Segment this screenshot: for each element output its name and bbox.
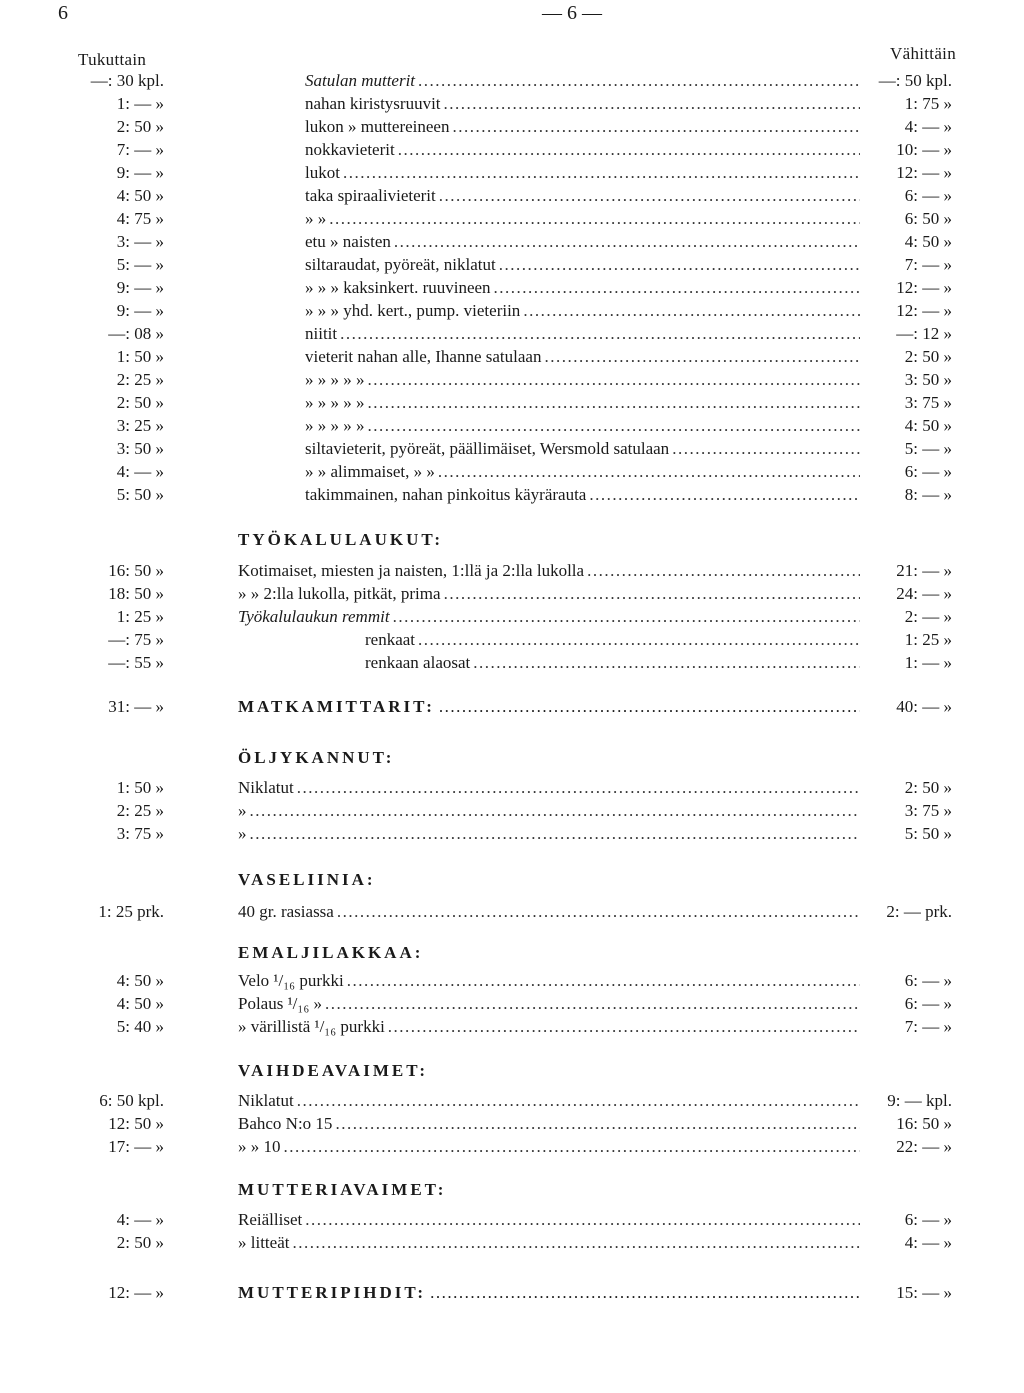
item-description: lukon » muttereineen: [305, 117, 450, 136]
wholesale-price: 6: 50 kpl.: [99, 1091, 164, 1110]
item-description: Polaus ¹/₁₆ »: [238, 994, 323, 1013]
wholesale-price: 9: — »: [116, 301, 164, 320]
leader-dots: [393, 606, 860, 628]
leader-dots: [587, 560, 860, 582]
item-description-row: [305, 323, 860, 345]
item-description-row: [305, 70, 860, 92]
leader-dots: [444, 93, 860, 115]
price-row: [0, 800, 1024, 822]
wholesale-price: 2: 25 »: [116, 370, 164, 389]
retail-price: 5: — »: [904, 439, 952, 458]
price-row: [0, 438, 1024, 460]
wholesale-price: 7: — »: [116, 140, 164, 159]
leader-dots: [297, 1090, 860, 1112]
leader-dots: [523, 300, 860, 322]
retail-price: 8: — »: [904, 485, 952, 504]
item-description: »: [238, 801, 247, 820]
item-description: Kotimaiset, miesten ja naisten, 1:llä ja 2:lla lukolla: [238, 561, 585, 580]
section-title-row: [238, 1282, 860, 1304]
item-description-row: [305, 484, 860, 506]
retail-price: 6: — »: [904, 1210, 952, 1229]
item-description-row: [305, 300, 860, 322]
price-row: [0, 777, 1024, 799]
item-description: » litteät: [238, 1233, 290, 1252]
wholesale-price: 9: — »: [116, 278, 164, 297]
item-description-row: [238, 560, 860, 582]
leader-dots: [418, 629, 860, 651]
retail-price: 4: 50 »: [904, 232, 952, 251]
page-number-left: 6: [58, 2, 68, 24]
item-description-row: [238, 583, 860, 605]
section-title: VASELIINIA:: [238, 870, 376, 889]
item-description-row: [238, 1232, 860, 1254]
leader-dots: [438, 461, 860, 483]
item-description-row: [238, 1136, 860, 1158]
retail-price: 3: 75 »: [904, 393, 952, 412]
price-row: [0, 392, 1024, 414]
section-title: EMALJILAKKAA:: [238, 943, 424, 962]
price-row: [0, 1016, 1024, 1038]
wholesale-price: 1: — »: [116, 94, 164, 113]
wholesale-price: 4: — »: [116, 462, 164, 481]
item-description-row: [238, 970, 860, 992]
wholesale-price: —: 30 kpl.: [90, 71, 164, 90]
item-description: Niklatut: [238, 1091, 294, 1110]
retail-price: 5: 50 »: [904, 824, 952, 843]
item-description: » » » » »: [305, 370, 365, 389]
retail-price: 1: 25 »: [904, 630, 952, 649]
wholesale-price: 5: — »: [116, 255, 164, 274]
item-description: Velo ¹/₁₆ purkki: [238, 971, 344, 990]
leader-dots: [284, 1136, 861, 1158]
price-row: [0, 93, 1024, 115]
item-description-row: [365, 652, 860, 674]
price-row: [0, 208, 1024, 230]
price-row: [0, 629, 1024, 651]
item-description-row: [365, 629, 860, 651]
section-title: MUTTERIAVAIMET:: [238, 1180, 447, 1199]
item-description-row: [238, 1209, 860, 1231]
leader-dots: [292, 1232, 860, 1254]
item-description: Työkalulaukun remmit: [238, 607, 390, 626]
price-row: [0, 901, 1024, 923]
retail-price: 6: — »: [904, 994, 952, 1013]
leader-dots: [430, 1282, 860, 1304]
retail-price: 2: — prk.: [886, 902, 952, 921]
retail-price: 21: — »: [896, 561, 952, 580]
wholesale-price: —: 55 »: [108, 653, 164, 672]
item-description: lukot: [305, 163, 340, 182]
wholesale-price: 1: 50 »: [116, 778, 164, 797]
leader-dots: [439, 696, 860, 718]
price-row: [0, 254, 1024, 276]
item-description: nahan kiristysruuvit: [305, 94, 441, 113]
retail-price: 6: — »: [904, 971, 952, 990]
item-description: »: [238, 824, 247, 843]
wholesale-price: 4: — »: [116, 1210, 164, 1229]
wholesale-price: 12: 50 »: [108, 1114, 164, 1133]
wholesale-price: 17: — »: [108, 1137, 164, 1156]
leader-dots: [368, 415, 861, 437]
leader-dots: [250, 823, 861, 845]
item-description: etu » naisten: [305, 232, 391, 251]
price-row: [0, 560, 1024, 582]
price-row: [0, 415, 1024, 437]
price-row: [0, 1090, 1024, 1112]
item-description-row: [305, 415, 860, 437]
item-description-row: [238, 1016, 860, 1038]
leader-dots: [418, 70, 860, 92]
leader-dots: [368, 392, 861, 414]
leader-dots: [343, 162, 860, 184]
price-row: [0, 277, 1024, 299]
retail-price: 12: — »: [896, 163, 952, 182]
retail-price: 10: — »: [896, 140, 952, 159]
retail-price: —: 12 »: [896, 324, 952, 343]
retail-price: —: 50 kpl.: [878, 71, 952, 90]
item-description-row: [238, 1113, 860, 1135]
wholesale-price: 12: — »: [108, 1283, 164, 1302]
price-row: [0, 116, 1024, 138]
retail-price: 2: — »: [904, 607, 952, 626]
item-description: » » 10: [238, 1137, 281, 1156]
wholesale-price: 2: 50 »: [116, 393, 164, 412]
item-description: 40 gr. rasiassa: [238, 902, 334, 921]
item-description-row: [238, 993, 860, 1015]
item-description: niitit: [305, 324, 338, 343]
leader-dots: [494, 277, 860, 299]
item-description-row: [305, 346, 860, 368]
retail-price: 12: — »: [896, 301, 952, 320]
section-title: MATKAMITTARIT:: [238, 697, 435, 716]
item-description-row: [238, 1090, 860, 1112]
wholesale-price: 5: 40 »: [116, 1017, 164, 1036]
item-description-row: [305, 231, 860, 253]
item-description: Reiälliset: [238, 1210, 303, 1229]
retail-price: 4: 50 »: [904, 416, 952, 435]
wholesale-price: 9: — »: [116, 163, 164, 182]
leader-dots: [325, 993, 860, 1015]
leader-dots: [589, 484, 860, 506]
wholesale-price: 3: 25 »: [116, 416, 164, 435]
price-row: [0, 993, 1024, 1015]
price-row: [0, 346, 1024, 368]
item-description: renkaat: [365, 630, 416, 649]
item-description-row: [305, 438, 860, 460]
leader-dots: [394, 231, 860, 253]
price-row: [0, 1209, 1024, 1231]
section-title: MUTTERIPIHDIT:: [238, 1283, 427, 1302]
wholesale-price: 4: 50 »: [116, 971, 164, 990]
retail-price: 22: — »: [896, 1137, 952, 1156]
item-description: Bahco N:o 15: [238, 1114, 333, 1133]
item-description-row: [305, 162, 860, 184]
item-description-row: [238, 606, 860, 628]
section-title: TYÖKALULAUKUT:: [238, 530, 444, 549]
leader-dots: [672, 438, 860, 460]
price-row: [0, 300, 1024, 322]
price-row: [0, 583, 1024, 605]
leader-dots: [473, 652, 860, 674]
item-description: » » » » »: [305, 393, 365, 412]
item-description-row: [238, 777, 860, 799]
item-description: » » » yhd. kert., pump. vieteriin: [305, 301, 521, 320]
item-description: » värillistä ¹/₁₆ purkki: [238, 1017, 385, 1036]
price-row: [0, 484, 1024, 506]
retail-price: 3: 50 »: [904, 370, 952, 389]
item-description-row: [305, 93, 860, 115]
item-description-row: [305, 369, 860, 391]
price-row: [0, 323, 1024, 345]
retail-price: 4: — »: [904, 1233, 952, 1252]
item-description: » » 2:lla lukolla, pitkät, prima: [238, 584, 441, 603]
leader-dots: [305, 1209, 860, 1231]
retail-price: 1: 75 »: [904, 94, 952, 113]
wholesale-price: 1: 50 »: [116, 347, 164, 366]
wholesale-price: 1: 25 »: [116, 607, 164, 626]
wholesale-price: 18: 50 »: [108, 584, 164, 603]
wholesale-price: 2: 25 »: [116, 801, 164, 820]
price-row: [0, 1113, 1024, 1135]
retail-price: 4: — »: [904, 117, 952, 136]
item-description: » » » » »: [305, 416, 365, 435]
retail-price: 24: — »: [896, 584, 952, 603]
wholesale-price: —: 75 »: [108, 630, 164, 649]
item-description-row: [305, 277, 860, 299]
item-description: » »: [305, 209, 327, 228]
retail-price: 15: — »: [896, 1283, 952, 1302]
price-row: [0, 70, 1024, 92]
item-description-row: [238, 800, 860, 822]
wholesale-price: 31: — »: [108, 697, 164, 716]
price-row: [0, 1282, 1024, 1304]
wholesale-price: 3: 50 »: [116, 439, 164, 458]
leader-dots: [398, 139, 860, 161]
wholesale-price: 4: 50 »: [116, 994, 164, 1013]
leader-dots: [297, 777, 860, 799]
retail-price: 7: — »: [904, 255, 952, 274]
leader-dots: [439, 185, 860, 207]
price-row: [0, 231, 1024, 253]
leader-dots: [544, 346, 860, 368]
item-description: nokkavieterit: [305, 140, 395, 159]
leader-dots: [329, 208, 860, 230]
wholesale-price: 3: 75 »: [116, 824, 164, 843]
item-description-row: [305, 116, 860, 138]
price-row: [0, 139, 1024, 161]
price-row: [0, 369, 1024, 391]
price-row: [0, 652, 1024, 674]
wholesale-price: 5: 50 »: [116, 485, 164, 504]
item-description: Niklatut: [238, 778, 294, 797]
price-row: [0, 162, 1024, 184]
price-row: [0, 606, 1024, 628]
item-description: » » alimmaiset, » »: [305, 462, 435, 481]
item-description: Satulan mutterit: [305, 71, 416, 90]
item-description-row: [238, 823, 860, 845]
retail-price: 2: 50 »: [904, 778, 952, 797]
retail-price: 40: — »: [896, 697, 952, 716]
retail-price: 6: — »: [904, 462, 952, 481]
leader-dots: [388, 1016, 860, 1038]
retail-price: 3: 75 »: [904, 801, 952, 820]
price-row: [0, 185, 1024, 207]
leader-dots: [452, 116, 860, 138]
price-row: [0, 1232, 1024, 1254]
item-description: vieterit nahan alle, Ihanne satulaan: [305, 347, 542, 366]
item-description: renkaan alaosat: [365, 653, 471, 672]
item-description-row: [238, 901, 860, 923]
price-row: [0, 970, 1024, 992]
wholesale-price: 3: — »: [116, 232, 164, 251]
retail-price: 16: 50 »: [896, 1114, 952, 1133]
price-row: [0, 461, 1024, 483]
wholesale-price: 1: 25 prk.: [98, 902, 164, 921]
retail-price: 1: — »: [904, 653, 952, 672]
retail-price: 12: — »: [896, 278, 952, 297]
wholesale-price: 2: 50 »: [116, 117, 164, 136]
item-description: » » » kaksinkert. ruuvineen: [305, 278, 491, 297]
leader-dots: [499, 254, 860, 276]
item-description: taka spiraalivieterit: [305, 186, 436, 205]
wholesale-header: Tukuttain: [78, 50, 147, 69]
section-title-row: [238, 696, 860, 718]
retail-price: 6: — »: [904, 186, 952, 205]
section-title: ÖLJYKANNUT:: [238, 748, 395, 767]
leader-dots: [337, 901, 860, 923]
item-description-row: [305, 185, 860, 207]
item-description-row: [305, 254, 860, 276]
page-number-center: — 6 —: [542, 2, 602, 24]
wholesale-price: 4: 75 »: [116, 209, 164, 228]
price-row: [0, 696, 1024, 718]
leader-dots: [347, 970, 860, 992]
item-description-row: [305, 208, 860, 230]
price-row: [0, 1136, 1024, 1158]
leader-dots: [368, 369, 861, 391]
retail-header: Vähittäin: [890, 44, 956, 63]
leader-dots: [335, 1113, 860, 1135]
item-description: takimmainen, nahan pinkoitus käyrärauta: [305, 485, 587, 504]
item-description-row: [305, 461, 860, 483]
leader-dots: [250, 800, 861, 822]
retail-price: 6: 50 »: [904, 209, 952, 228]
retail-price: 9: — kpl.: [887, 1091, 952, 1110]
item-description: siltavieterit, pyöreät, päällimäiset, Wersmold satulaan: [305, 439, 670, 458]
wholesale-price: —: 08 »: [108, 324, 164, 343]
wholesale-price: 16: 50 »: [108, 561, 164, 580]
item-description: siltaraudat, pyöreät, niklatut: [305, 255, 496, 274]
retail-price: 2: 50 »: [904, 347, 952, 366]
section-title: VAIHDEAVAIMET:: [238, 1061, 429, 1080]
price-row: [0, 823, 1024, 845]
leader-dots: [444, 583, 860, 605]
retail-price: 7: — »: [904, 1017, 952, 1036]
item-description-row: [305, 139, 860, 161]
wholesale-price: 2: 50 »: [116, 1233, 164, 1252]
wholesale-price: 4: 50 »: [116, 186, 164, 205]
leader-dots: [340, 323, 860, 345]
item-description-row: [305, 392, 860, 414]
